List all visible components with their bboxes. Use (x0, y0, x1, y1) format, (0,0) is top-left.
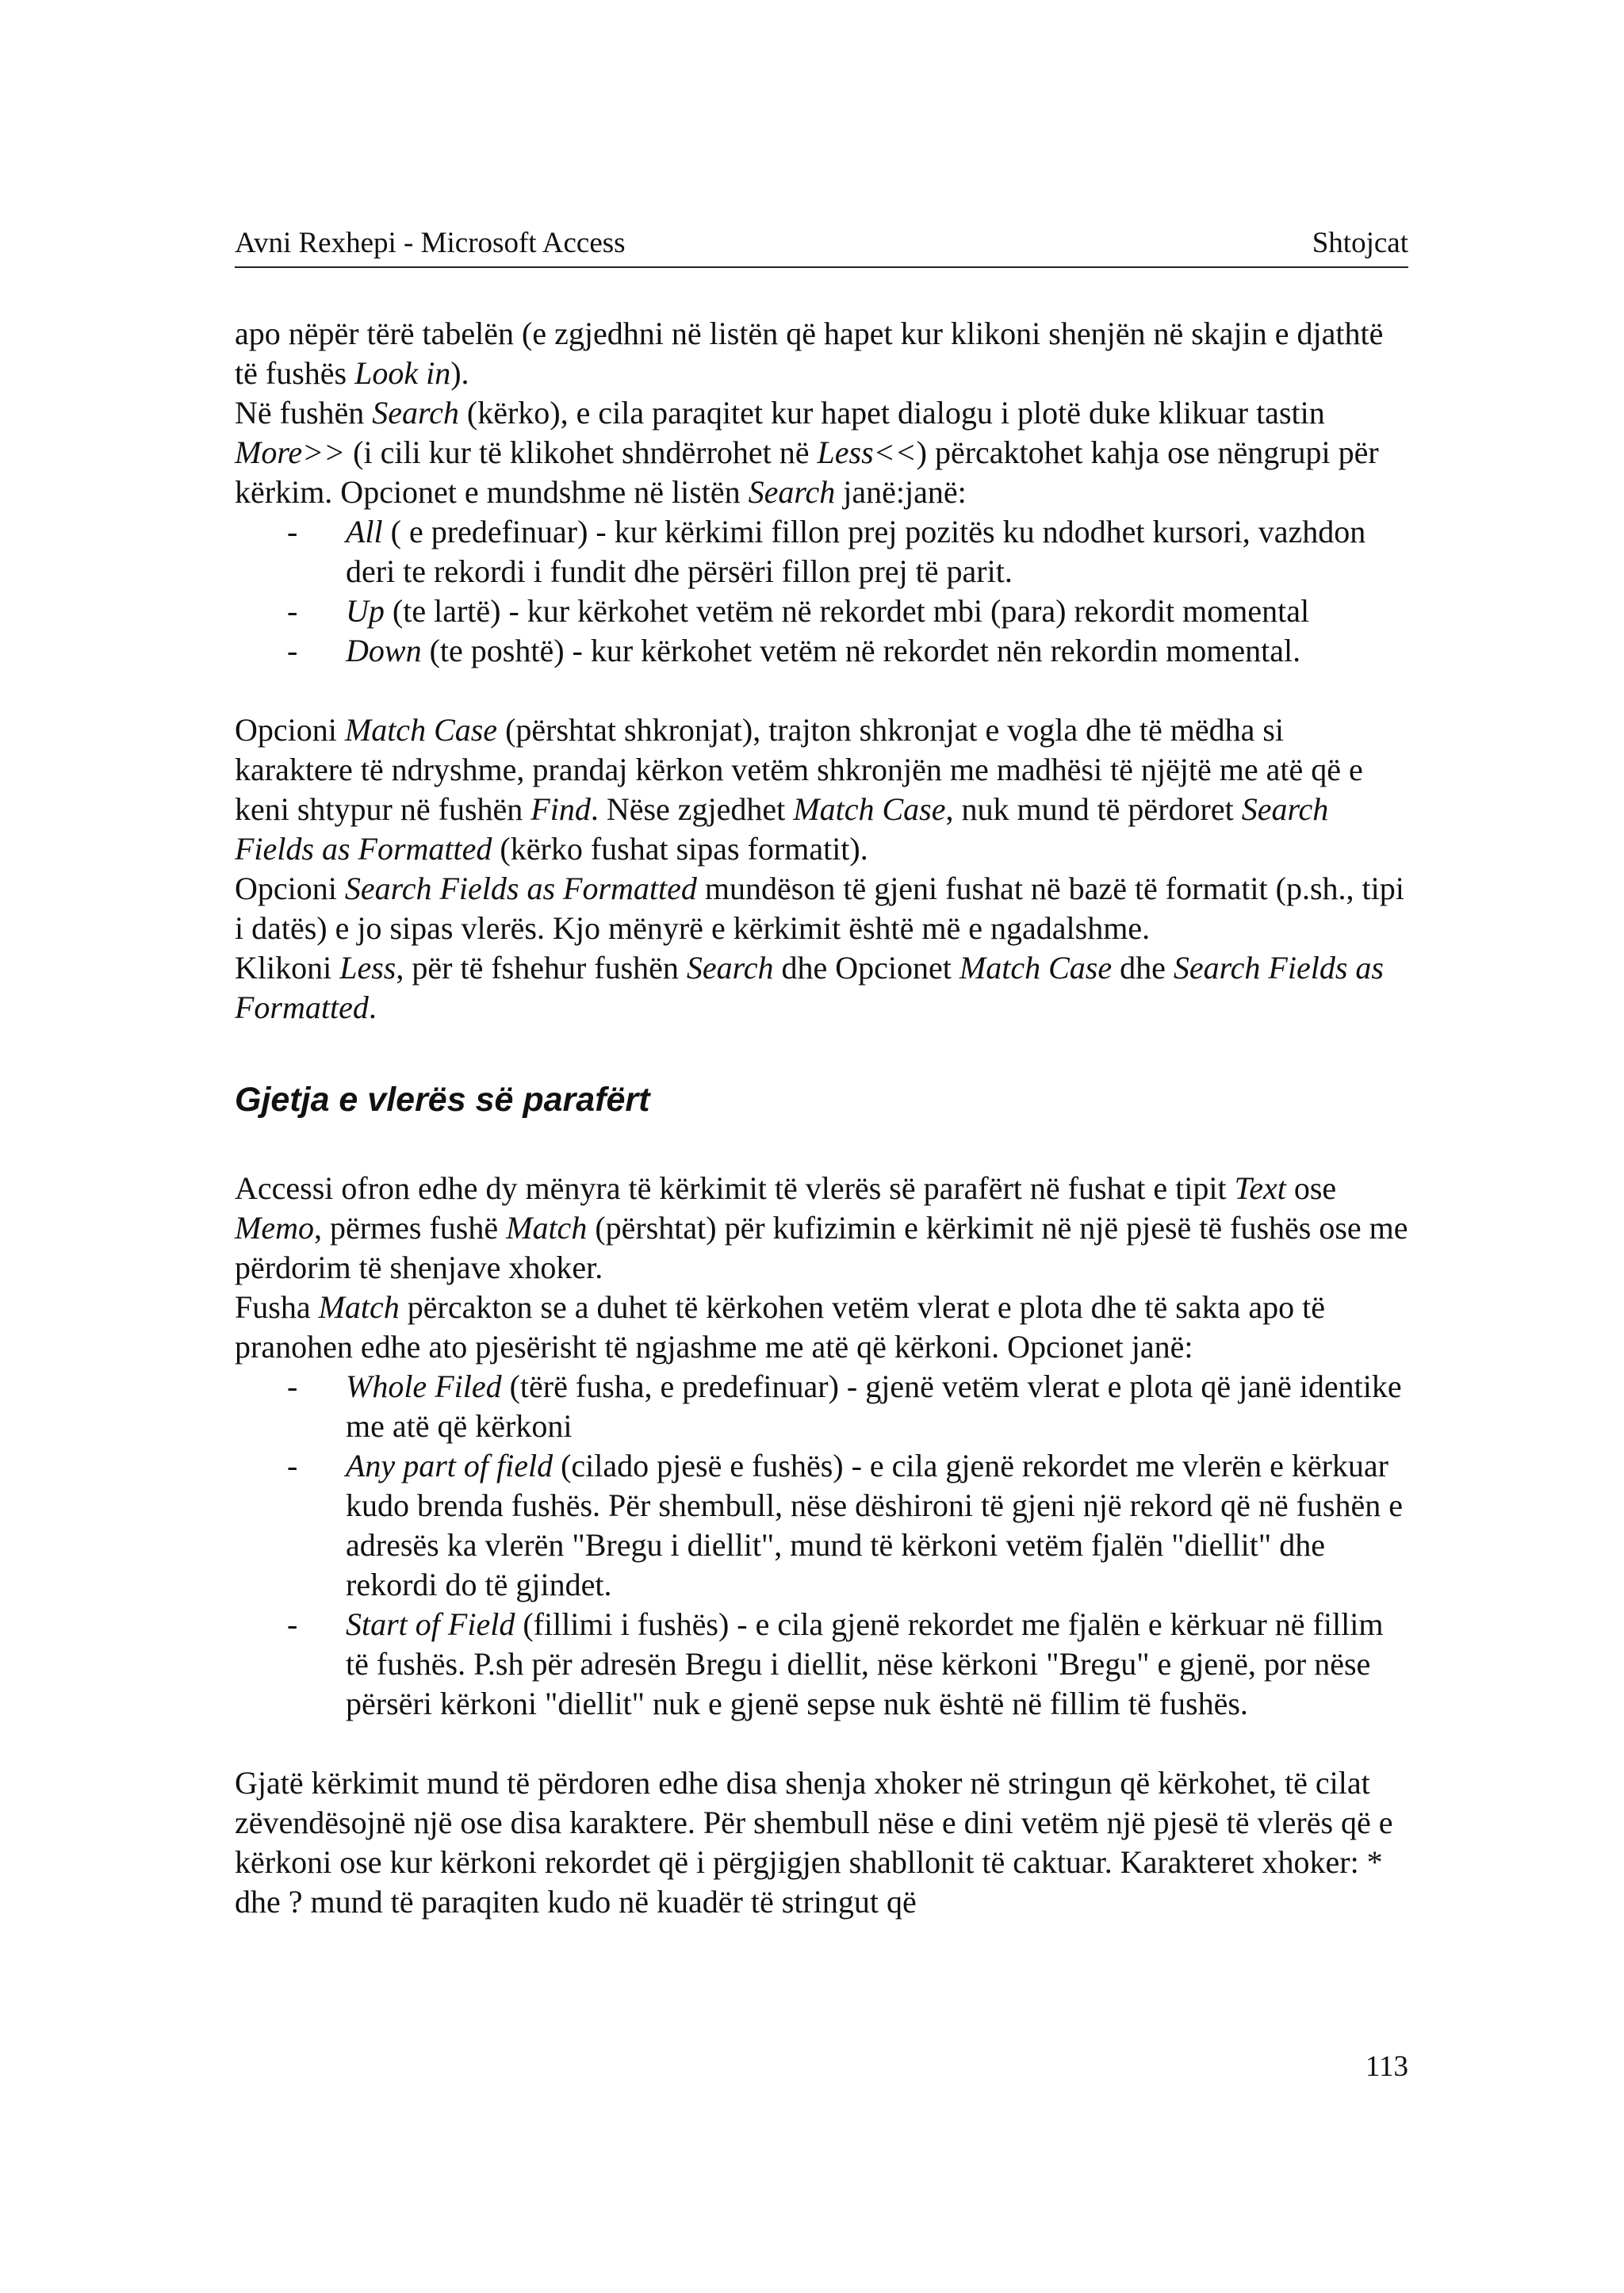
paragraph-look-in: apo nëpër tërë tabelën (e zgjedhni në listën që hapet kur klikoni shenjën në skajin e djathtë të fushës Look in). (235, 316, 1384, 391)
paragraph-click-less: Klikoni Less, për të fshehur fushën Search dhe Opcionet Match Case dhe Search Fields as Formatted. (235, 950, 1384, 1025)
paragraph-match-case: Opcioni Match Case (përshtat shkronjat), trajton shkronjat e vogla dhe të mëdha si karaktere të ndryshme, prandaj kërkon vetëm shkronjën me madhësi të njëjtë me atë që e keni shtypur në fushën Find. Nëse zgjedhet Match Case, nuk mund të përdoret Search Fields as Formatted (kërko fushat sipas formatit). (235, 712, 1363, 867)
running-header (235, 225, 1408, 268)
paragraph-match-field: Fusha Match përcakton se a duhet të kërkohen vetëm vlerat e plota dhe të sakta apo të pranohen edhe ato pjesërisht të ngjashme me atë që kërkoni. Opcionet janë: (235, 1289, 1326, 1365)
dash-bullet: - (287, 514, 298, 549)
list-item: - Any part of field (cilado pjesë e fushës) - e cila gjenë rekordet me vlerën e kërkuar kudo brenda fushës. Për shembull, nëse dëshironi të gjeni një rekord që në fushën e adresës ka vlerën "Bregu i diellit", mund të kërkoni vetëm fjalën "diellit" dhe rekordi do të gjindet. (287, 1448, 1403, 1602)
header-section: Shtojcat (1312, 227, 1408, 259)
dash-bullet: - (287, 633, 298, 668)
search-options-list (235, 512, 1408, 671)
document-page (235, 0, 1408, 2293)
list-item: - Whole Filed (tërë fusha, e predefinuar) - gjenë vetëm vlerat e plota që janë identike me atë që kërkoni (287, 1369, 1402, 1444)
paragraph-search-formatted: Opcioni Search Fields as Formatted mundëson të gjeni fushat në bazë të formatit (p.sh., tipi i datës) e jo sipas vlerës. Kjo mënyrë e kërkimit është më e ngadalshme. (235, 871, 1404, 946)
list-item: - Up (te lartë) - kur kërkohet vetëm në rekordet mbi (para) rekordit momental (235, 591, 1408, 631)
paragraph-search-field: Në fushën Search (kërko), e cila paraqitet kur hapet dialogu i plotë duke klikuar tastin More>> (i cili kur të klikohet shndërrohet në Less<<) përcaktohet kahja ose nëngrupi për kërkim. Opcionet e mundshme në listën Search janë:janë: (235, 395, 1379, 510)
page-number: 113 (1365, 2050, 1408, 2083)
paragraph-wildcards: Gjatë kërkimit mund të përdoren edhe disa shenja xhoker në stringun që kërkohet, të cilat zëvendësojnë një ose disa karaktere. Për shembull nëse e dini vetëm një pjesë të vlerës që e kërkoni ose kur kërkoni rekordet që i përgjigjen shabllonit të caktuar. Karakteret xhoker: * dhe ? mund të paraqiten kudo në kuadër të stringut që (235, 1765, 1393, 1920)
dash-bullet: - (287, 593, 298, 629)
dash-bullet: - (287, 1369, 298, 1404)
match-options-list (235, 1367, 1408, 1724)
header-author-title: Avni Rexhepi - Microsoft Access (235, 227, 626, 259)
list-item: - Start of Field (fillimi i fushës) - e cila gjenë rekordet me fjalën e kërkuar në fillim të fushës. P.sh për adresën Bregu i diellit, nëse kërkoni "Bregu" e gjenë, por nëse përsëri kërkoni "diellit" nuk e gjenë sepse nuk është në fillim të fushës. (287, 1606, 1384, 1721)
list-item: - Down (te poshtë) - kur kërkohet vetëm në rekordet nën rekordin momental. (235, 631, 1408, 671)
dash-bullet: - (287, 1448, 298, 1483)
list-item: - All ( e predefinuar) - kur kërkimi fillon prej pozitës ku ndodhet kursori, vazhdon deri te rekordi i fundit dhe përsëri fillon prej të parit. (287, 514, 1366, 589)
section-heading: Gjetja e vlerës së parafërt (235, 1081, 650, 1119)
paragraph-approximate-search: Accessi ofron edhe dy mënyra të kërkimit të vlerës së parafërt në fushat e tipit Text ose Memo, përmes fushë Match (përshtat) për kufizimin e kërkimit në një pjesë të fushës ose me përdorim të shenjave xhoker. (235, 1170, 1408, 1285)
page-content (235, 314, 1408, 1922)
dash-bullet: - (287, 1606, 298, 1642)
